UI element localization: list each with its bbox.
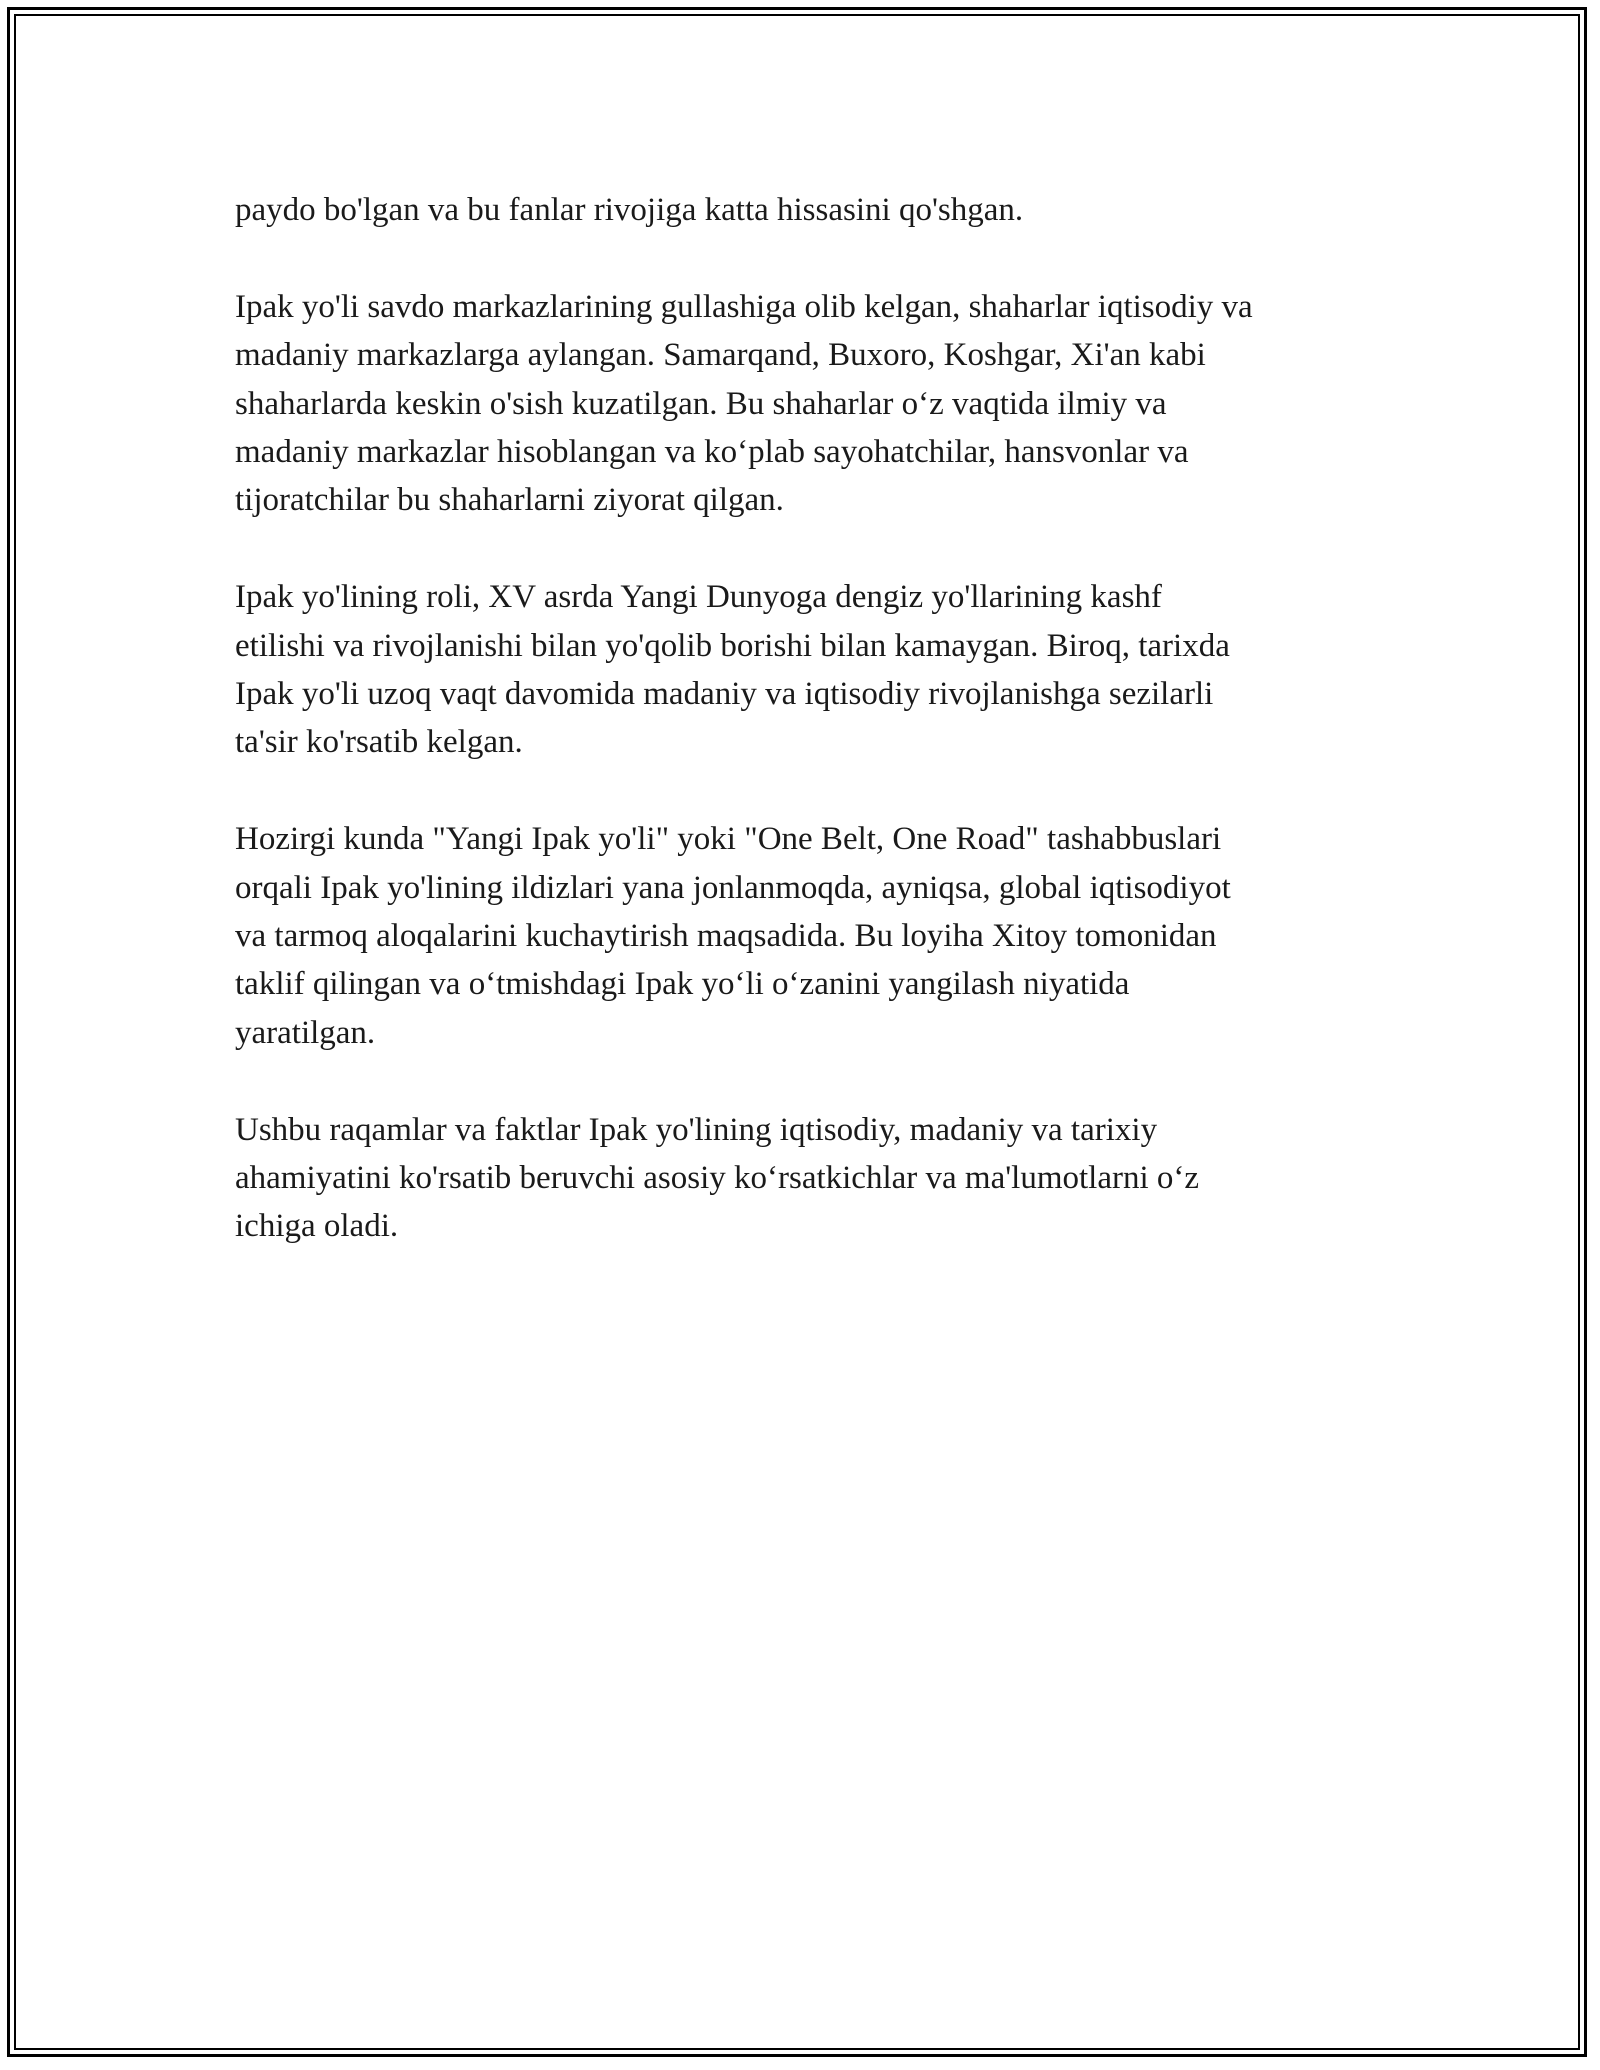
paragraph-5: Ushbu raqamlar va faktlar Ipak yo'lining iqtisodiy, madaniy va tarixiy ahamiyatini ko'rsatib beruvchi asosiy ko‘rsatkichlar va ma'lumotlarni o‘z ichiga oladi. xyxy=(235,1111,1200,1245)
document-body xyxy=(235,186,1385,1299)
paragraph-2: Ipak yo'li savdo markazlarining gullashiga olib kelgan, shaharlar iqtisodiy va madaniy markazlarga aylangan. Samarqand, Buxoro, Koshgar, Xi'an kabi shaharlarda keskin o'sish kuzatilgan. Bu shaharlar o‘z vaqtida ilmiy va madaniy markazlar hisoblangan va ko‘plab sayohatchilar, hansvonlar va tijoratchilar bu shaharlarni ziyorat qilgan. xyxy=(235,288,1253,519)
paragraph-1: paydo bo'lgan va bu fanlar rivojiga katta hissasini qo'shgan. xyxy=(235,192,1024,228)
paragraph-3: Ipak yo'lining roli, XV asrda Yangi Dunyoga dengiz yo'llarining kashf etilishi va rivojlanishi bilan yo'qolib borishi bilan kamaygan. Biroq, tarixda Ipak yo'li uzoq vaqt davomida madaniy va iqtisodiy rivojlanishga sezilarli ta'sir ko'rsatib kelgan. xyxy=(235,579,1230,761)
paragraph-4: Hozirgi kunda "Yangi Ipak yo'li" yoki "One Belt, One Road" tashabbuslari orqali Ipak yo'lining ildizlari yana jonlanmoqda, ayniqsa, global iqtisodiyot va tarmoq aloqalarini kuchaytirish maqsadida. Bu loyiha Xitoy tomonidan taklif qilingan va o‘tmishdagi Ipak yo‘li o‘zanini yangilash niyatida yaratilgan. xyxy=(235,821,1231,1051)
